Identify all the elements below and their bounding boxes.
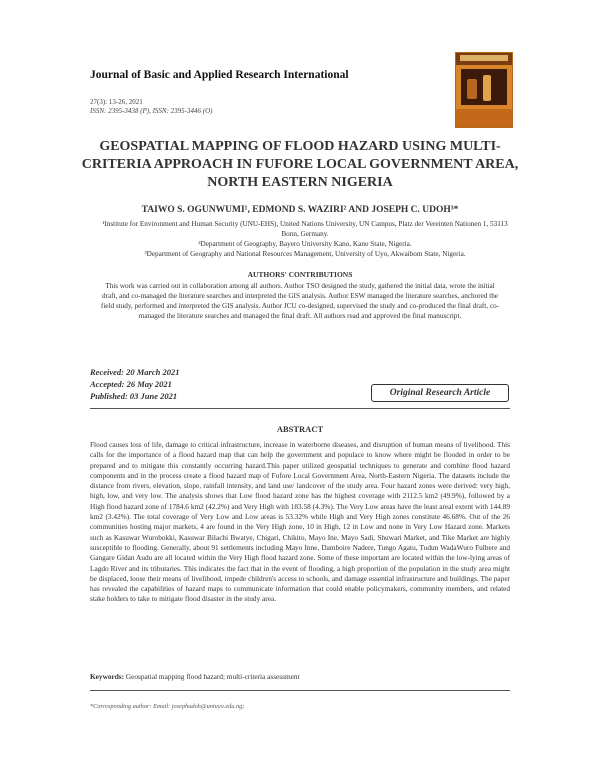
keywords-text: Geospatial mapping flood hazard; multi-criteria assessment (125, 672, 300, 681)
journal-cover-thumbnail (455, 52, 513, 128)
abstract-text: Flood causes loss of life, damage to critical infrastructure, increase in waterborne diseases, and disruption of human means of livelihood. This calls for the importance of a flood hazard map that can help the government and populace to know where might be flooded in order to be prepared and to mitigate this constantly occurring hazard.This paper utilized geospatial techniques to generate and combine flood hazard components and in the process create a flood hazard map of Fufore Local Government Area, North-Eastern Nigeria. The datasets include the distance from rivers, elevation, slope, rainfall intensity, and land use/ landcover of the study area. Four hazard zones were derived: very high, high, low, and very low. The analysis shows that Low flood hazard zone has the highest coverage with 2112.5 km2 (49.9%), followed by a High flood hazard zone of 1784.6 km2 (42.2%) and Very High with 183.58 (4.3%). The Very Low areas have the least areal extent with 144.89 km2 (3.42%). The total coverage of Very Low and Low areas is 53.32% while High and Very High zones constitute 46.68%. Out of the 26 communities hosting major markets, 4 are found in the Very High zone, 10 in High, 12 in Low and none in Very Low Hazard zone. Markets such as Kasuwar Wurobokki, Kasuwar Bilachi Bwatye, Chigari, Chikito, Mayo Ine, Mayo Sadi, Shuwari Market, and Tike Market are highly susceptible to flooding. Generally, about 91 settlements including Mayo Inne, Damboire Nadere, Tungo Agatu, Tudun WadaWuro Fulbere and Gangare Gidan Audu are all located within the Very High flood hazard zone. Some of these important are located within the low-lying areas of Lagdo River and its tributaries. This indicates the fact that in the event of flooding, a high proportion of the population in the study area might be displaced, loose their means of livelihood, impede children's access to schools, and damage essential infrastructure and buildings. The paper has revealed the capabilities of hazard maps to communicate information that could enable policymakers, community members, and related stake holders to take to mitigate flood disaster in the study area. (90, 440, 510, 604)
accepted-date: Accepted: 26 May 2021 (90, 379, 172, 389)
corresponding-author: *Corresponding author: Email: josephudoh@uniuyo.edu.ng; (90, 703, 245, 710)
journal-title: Journal of Basic and Applied Research International (90, 69, 349, 81)
affiliation-3: ³Department of Geography and National Resources Management, University of Uyo, Akwaibom State, Nigeria. (144, 250, 466, 258)
contributions-heading: AUTHORS' CONTRIBUTIONS (247, 270, 353, 279)
volume-info (90, 98, 212, 116)
volume-issue: 27(3): 13-26, 2021 (90, 98, 143, 106)
footnote-divider (90, 690, 510, 691)
affiliation-2: ²Department of Geography, Bayero University Kano, Kano State, Nigeria. (198, 240, 412, 248)
affiliations (95, 219, 515, 259)
author-list: TAIWO S. OGUNWUMI¹, EDMOND S. WAZIRI² AND JOSEPH C. UDOH³* (141, 205, 459, 215)
keywords-label: Keywords: (90, 672, 125, 681)
abstract-heading: ABSTRACT (276, 424, 324, 434)
keywords (90, 672, 300, 681)
issn: ISSN: 2395-3438 (P), ISSN: 2395-3446 (O) (90, 107, 213, 115)
published-date: Published: 03 June 2021 (90, 391, 178, 401)
publication-dates (90, 366, 179, 402)
received-date: Received: 20 March 2021 (90, 367, 180, 377)
contributions-text: This work was carried out in collaboration among all authors. Author TSO designed the study, gathered the initial data, wrote the initial draft, and co-managed the literature searches and interpreted the GIS analysis. Author ESW managed the literature searches, anchored the field study, performed and interpreted the GIS analysis. Author JCU co-designed, supervised the study and co-produced the final draft, co-managed the literature searches and managed the final draft. All authors read and approved the final manuscript. (100, 282, 500, 320)
paper-title: GEOSPATIAL MAPPING OF FLOOD HAZARD USING MULTI-CRITERIA APPROACH IN FUFORE LOCAL GOVERNMENT AREA, NORTH EASTERN NIGERIA (81, 139, 519, 190)
article-type-badge: Original Research Article (371, 384, 509, 402)
affiliation-1: ¹Institute for Environment and Human Security (UNU-EHS), United Nations University, UN Campus, Platz der Vereinten Nationen 1, 53113 Bonn, Germany. (102, 220, 508, 238)
section-divider (90, 408, 510, 409)
